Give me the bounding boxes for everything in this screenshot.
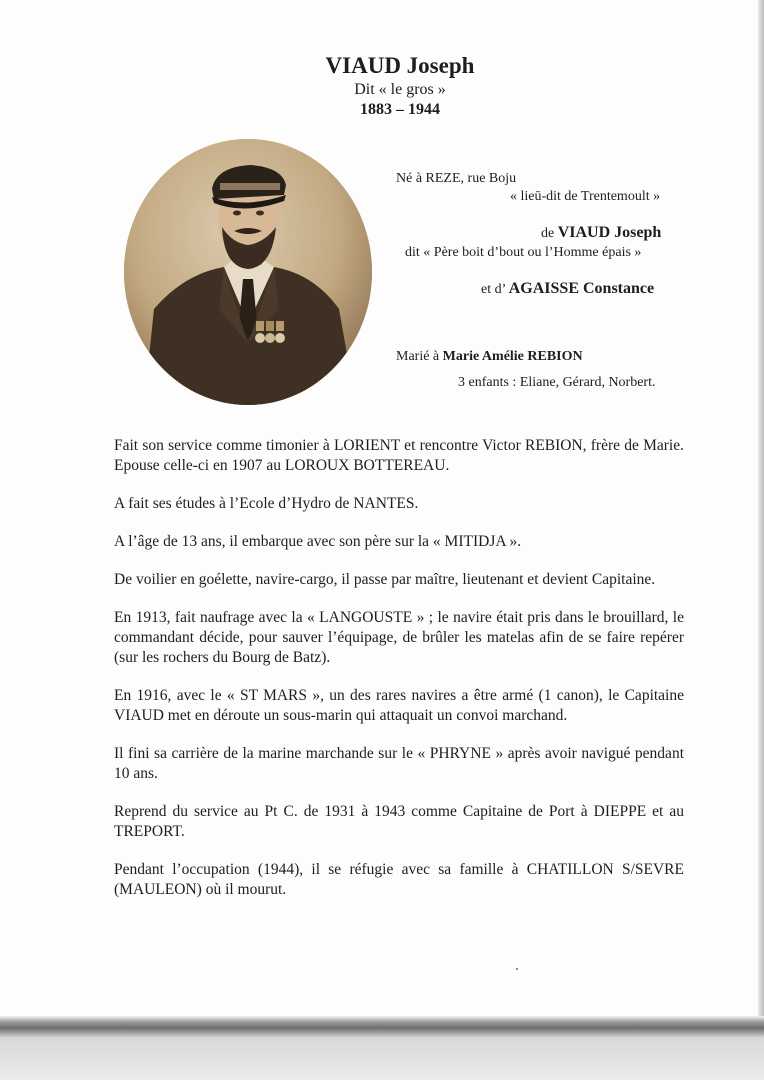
portrait-photo: [124, 139, 372, 405]
biography: [114, 436, 684, 918]
father-prefix: de: [541, 226, 558, 241]
paragraph: A fait ses études à l’Ecole d’Hydro de NANTES.: [114, 495, 419, 512]
nickname: Dit « le gros »: [354, 81, 446, 98]
portrait-photo-icon: [124, 139, 372, 405]
paragraph: En 1913, fait naufrage avec la « LANGOUSTE » ; le navire était pris dans le brouillard, le commandant décide, pour sauver l’équipage, de brûler les matelas afin de se faire repérer (sur les rochers du Bourg de Batz).: [114, 609, 684, 666]
paragraph: En 1916, avec le « ST MARS », un des rares navires a être armé (1 canon), le Capitaine VIAUD met en déroute un sous-marin qui attaquait un convoi marchand.: [114, 687, 684, 724]
children-line: 3 enfants : Eliane, Gérard, Norbert.: [458, 375, 656, 390]
mother-name: AGAISSE Constance: [508, 280, 655, 297]
scan-edge-bottom: [0, 1016, 764, 1080]
mother-prefix: et d’: [481, 282, 509, 297]
father-line: [541, 224, 661, 243]
paragraph: A l’âge de 13 ans, il embarque avec son père sur la « MITIDJA ».: [114, 533, 522, 550]
paragraph: Reprend du service au Pt C. de 1931 à 1943 comme Capitaine de Port à DIEPPE et au TREPORT.: [114, 803, 684, 840]
paragraph: Il fini sa carrière de la marine marchande sur le « PHRYNE » après avoir navigué pendant 10 ans.: [114, 745, 684, 782]
marriage-prefix: Marié à: [396, 349, 443, 364]
birth-place: Né à REZE, rue Boju: [396, 171, 517, 186]
marriage-line: [396, 348, 583, 366]
header: [240, 52, 560, 120]
paragraph: De voilier en goélette, navire-cargo, il passe par maître, lieutenant et devient Capitaine.: [114, 571, 656, 588]
page-title: VIAUD Joseph: [325, 53, 475, 78]
spouse-name: Marie Amélie REBION: [442, 349, 583, 364]
life-dates: 1883 – 1944: [360, 101, 440, 118]
birth-locality: « lieū-dit de Trentemoult »: [510, 189, 661, 204]
paragraph: Fait son service comme timonier à LORIENT et rencontre Victor REBION, frère de Marie. Epouse celle-ci en 1907 au LOROUX BOTTEREAU.: [114, 437, 684, 474]
paragraph: Pendant l’occupation (1944), il se réfugie avec sa famille à CHATILLON S/SEVRE (MAULEON) où il mourut.: [114, 861, 684, 898]
scan-speck: [516, 968, 518, 970]
scan-edge-right: [758, 0, 764, 1020]
father-nickname: dit « Père boit d’bout ou l’Homme épais »: [405, 245, 642, 260]
father-name: VIAUD Joseph: [557, 224, 662, 241]
mother-line: [481, 280, 654, 299]
